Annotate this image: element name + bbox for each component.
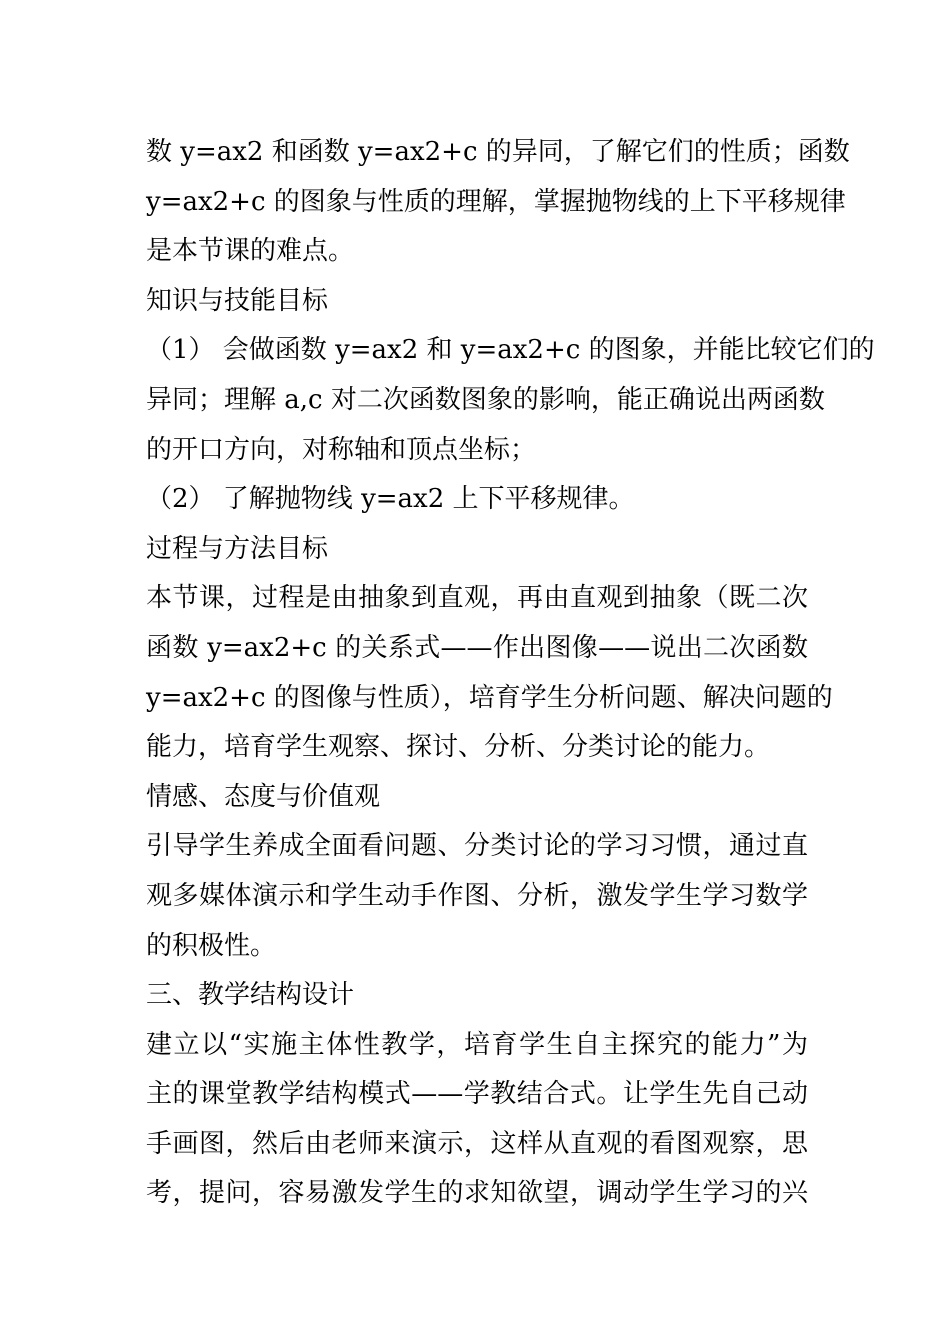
text-line: 的积极性。: [146, 930, 277, 961]
text-line: 观多媒体演示和学生动手作图、分析，激发学生学习数学: [146, 880, 808, 911]
text-line: y=ax2+c 的图象与性质的理解，掌握抛物线的上下平移规律: [146, 186, 846, 217]
text-line: 主的课堂教学结构模式——学教结合式。让学生先自己动: [146, 1079, 808, 1110]
text-line: 建立以“实施主体性教学，培育学生自主探究的能力”为: [146, 1029, 808, 1060]
text-line: 本节课，过程是由抽象到直观，再由直观到抽象（既二次: [146, 583, 808, 614]
text-line: 数 y=ax2 和函数 y=ax2+c 的异同，了解它们的性质；函数: [146, 137, 850, 167]
text-line: 函数 y=ax2+c 的关系式——作出图像——说出二次函数: [146, 632, 808, 663]
text-line: 是本节课的难点。: [146, 236, 355, 267]
text-line: 手画图，然后由老师来演示，这样从直观的看图观察，思: [146, 1128, 808, 1159]
section-heading-knowledge-skills: 知识与技能目标: [146, 285, 329, 316]
text-line: 异同；理解 a,c 对二次函数图象的影响，能正确说出两函数: [146, 384, 825, 415]
text-line: （1） 会做函数 y=ax2 和 y=ax2+c 的图象，并能比较它们的: [146, 335, 875, 366]
section-heading-process-method: 过程与方法目标: [146, 533, 329, 564]
text-line: 能力，培育学生观察、探讨、分析、分类讨论的能力。: [146, 732, 771, 763]
text-line: （2） 了解抛物线 y=ax2 上下平移规律。: [146, 484, 635, 515]
text-line: 引导学生养成全面看问题、分类讨论的学习习惯，通过直: [146, 831, 808, 862]
text-line: 考，提问，容易激发学生的求知欲望，调动学生学习的兴: [146, 1178, 808, 1209]
section-heading-structure-design: 三、教学结构设计: [146, 980, 355, 1011]
text-line: y=ax2+c 的图像与性质），培育学生分析问题、解决问题的: [146, 682, 833, 713]
section-heading-emotion-values: 情感、态度与价值观: [146, 781, 381, 812]
document-body: [146, 128, 875, 1219]
text-line: 的开口方向，对称轴和顶点坐标；: [146, 434, 537, 465]
